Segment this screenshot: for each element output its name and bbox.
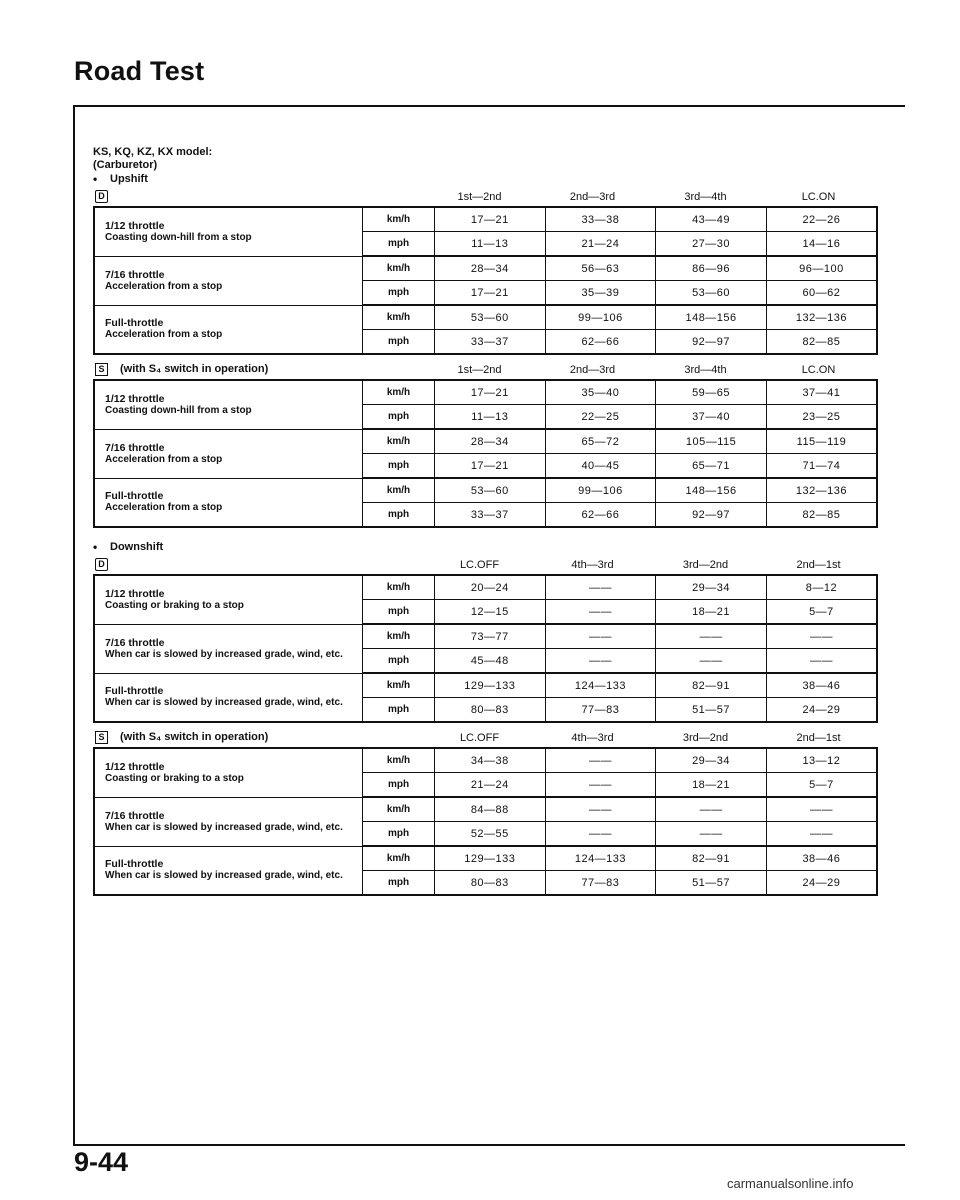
condition-desc: Acceleration from a stop	[105, 453, 223, 465]
value-cell: ——	[545, 773, 656, 798]
column-headers	[423, 727, 875, 747]
value-cell: ——	[545, 575, 656, 600]
condition-name: 1/12 throttle	[105, 587, 165, 600]
speed-table	[93, 747, 878, 896]
unit-cell: km/h	[363, 673, 435, 698]
table-row	[94, 846, 877, 871]
condition-cell	[94, 380, 363, 429]
table-row	[94, 797, 877, 822]
column-header: 2nd—1st	[796, 559, 841, 571]
condition-desc: Coasting down-hill from a stop	[105, 231, 252, 243]
value-cell: 14—16	[766, 232, 877, 257]
value-cell: 132—136	[766, 305, 877, 330]
mode-d-icon: D	[95, 558, 108, 571]
mode-s-icon: S	[95, 363, 108, 376]
condition-desc: Acceleration from a stop	[105, 329, 223, 341]
value-cell: 129—133	[435, 846, 546, 871]
speed-table	[93, 379, 878, 528]
value-cell: 12—15	[435, 600, 546, 625]
value-cell: ——	[656, 624, 767, 649]
unit-cell: km/h	[363, 624, 435, 649]
section-upshift-d	[93, 186, 880, 355]
unit-cell: mph	[363, 773, 435, 798]
column-header: 1st—2nd	[457, 364, 502, 376]
value-cell: 84—88	[435, 797, 546, 822]
condition-desc: When car is slowed by increased grade, wind, etc.	[105, 870, 343, 882]
table-row	[94, 478, 877, 503]
value-cell: 33—37	[435, 330, 546, 355]
column-header-row	[93, 359, 880, 379]
value-cell: 99—106	[545, 305, 656, 330]
spec-content	[93, 146, 880, 900]
value-cell: 28—34	[435, 429, 546, 454]
value-cell: 80—83	[435, 698, 546, 723]
value-cell: 115—119	[766, 429, 877, 454]
column-header-row	[93, 186, 880, 206]
value-cell: 51—57	[656, 871, 767, 896]
value-cell: 53—60	[435, 305, 546, 330]
condition-name: 7/16 throttle	[105, 636, 165, 649]
value-cell: 17—21	[435, 380, 546, 405]
value-cell: 17—21	[435, 207, 546, 232]
condition-name: 1/12 throttle	[105, 219, 165, 232]
unit-cell: km/h	[363, 305, 435, 330]
watermark: carmanualsonline.info	[727, 1176, 854, 1191]
value-cell: 11—13	[435, 232, 546, 257]
value-cell: 18—21	[656, 773, 767, 798]
value-cell: ——	[656, 822, 767, 847]
section-downshift-s	[93, 727, 880, 896]
unit-cell: km/h	[363, 429, 435, 454]
column-header: 2nd—3rd	[569, 191, 616, 203]
mode-d-icon: D	[95, 190, 108, 203]
value-cell: ——	[545, 748, 656, 773]
mode-label	[93, 363, 268, 376]
column-headers	[423, 359, 875, 379]
value-cell: 37—41	[766, 380, 877, 405]
value-cell: ——	[656, 797, 767, 822]
column-header: LC.OFF	[459, 559, 500, 571]
mode-label	[93, 558, 120, 571]
value-cell: 53—60	[435, 478, 546, 503]
value-cell: 124—133	[545, 846, 656, 871]
unit-cell: mph	[363, 649, 435, 674]
table-row	[94, 673, 877, 698]
column-header: 1st—2nd	[457, 191, 502, 203]
value-cell: 21—24	[435, 773, 546, 798]
value-cell: 38—46	[766, 846, 877, 871]
condition-cell	[94, 429, 363, 478]
value-cell: 148—156	[656, 478, 767, 503]
value-cell: 77—83	[545, 871, 656, 896]
condition-cell	[94, 256, 363, 305]
column-header: 3rd—2nd	[682, 559, 729, 571]
value-cell: 38—46	[766, 673, 877, 698]
value-cell: 82—91	[656, 673, 767, 698]
table-row	[94, 256, 877, 281]
value-cell: ——	[766, 822, 877, 847]
table-row	[94, 429, 877, 454]
value-cell: 35—40	[545, 380, 656, 405]
column-headers	[423, 554, 875, 574]
value-cell: 21—24	[545, 232, 656, 257]
value-cell: 5—7	[766, 773, 877, 798]
value-cell: 24—29	[766, 871, 877, 896]
value-cell: 33—37	[435, 503, 546, 528]
downshift-label: Downshift	[110, 541, 164, 553]
condition-cell	[94, 673, 363, 722]
column-header-row	[93, 554, 880, 574]
unit-cell: mph	[363, 503, 435, 528]
condition-cell	[94, 305, 363, 354]
condition-name: 1/12 throttle	[105, 392, 165, 405]
column-header: 3rd—4th	[684, 364, 727, 376]
value-cell: 65—72	[545, 429, 656, 454]
condition-cell	[94, 478, 363, 527]
value-cell: 53—60	[656, 281, 767, 306]
condition-desc: Coasting down-hill from a stop	[105, 404, 252, 416]
column-header: 3rd—4th	[684, 191, 727, 203]
page-number: 9-44	[74, 1147, 129, 1177]
mode-label	[93, 731, 268, 744]
value-cell: 56—63	[545, 256, 656, 281]
table-row	[94, 748, 877, 773]
condition-cell	[94, 748, 363, 797]
unit-cell: mph	[363, 871, 435, 896]
column-header: 3rd—2nd	[682, 732, 729, 744]
value-cell: ——	[766, 797, 877, 822]
mode-s-icon: S	[95, 731, 108, 744]
value-cell: 24—29	[766, 698, 877, 723]
unit-cell: km/h	[363, 207, 435, 232]
column-header: LC.ON	[801, 364, 836, 376]
section-downshift-d	[93, 554, 880, 723]
value-cell: 99—106	[545, 478, 656, 503]
condition-name: Full-throttle	[105, 685, 164, 698]
value-cell: ——	[545, 600, 656, 625]
bullet-icon: •	[93, 172, 98, 186]
value-cell: 60—62	[766, 281, 877, 306]
table-row	[94, 207, 877, 232]
mode-label	[93, 190, 120, 203]
condition-name: 1/12 throttle	[105, 760, 165, 773]
value-cell: 22—25	[545, 405, 656, 430]
column-header: 2nd—1st	[796, 732, 841, 744]
value-cell: 73—77	[435, 624, 546, 649]
value-cell: 35—39	[545, 281, 656, 306]
value-cell: ——	[545, 797, 656, 822]
condition-desc: When car is slowed by increased grade, wind, etc.	[105, 697, 343, 709]
unit-cell: km/h	[363, 846, 435, 871]
value-cell: 65—71	[656, 454, 767, 479]
table-row	[94, 575, 877, 600]
value-cell: ——	[545, 624, 656, 649]
column-header: 4th—3rd	[571, 559, 614, 571]
unit-cell: mph	[363, 405, 435, 430]
condition-desc: When car is slowed by increased grade, wind, etc.	[105, 648, 343, 660]
condition-name: 7/16 throttle	[105, 809, 165, 822]
condition-cell	[94, 797, 363, 846]
value-cell: 22—26	[766, 207, 877, 232]
value-cell: 52—55	[435, 822, 546, 847]
value-cell: 23—25	[766, 405, 877, 430]
upshift-label: Upshift	[110, 173, 148, 185]
speed-table	[93, 206, 878, 355]
unit-cell: mph	[363, 281, 435, 306]
value-cell: 11—13	[435, 405, 546, 430]
condition-name: 7/16 throttle	[105, 268, 165, 281]
value-cell: 34—38	[435, 748, 546, 773]
condition-name: Full-throttle	[105, 317, 164, 330]
value-cell: 82—91	[656, 846, 767, 871]
value-cell: 62—66	[545, 503, 656, 528]
value-cell: 148—156	[656, 305, 767, 330]
table-row	[94, 305, 877, 330]
unit-cell: mph	[363, 600, 435, 625]
column-header: 4th—3rd	[571, 732, 614, 744]
value-cell: 43—49	[656, 207, 767, 232]
value-cell: 5—7	[766, 600, 877, 625]
condition-name: Full-throttle	[105, 858, 164, 871]
value-cell: 18—21	[656, 600, 767, 625]
unit-cell: mph	[363, 330, 435, 355]
condition-desc: Acceleration from a stop	[105, 502, 223, 514]
value-cell: 20—24	[435, 575, 546, 600]
value-cell: 96—100	[766, 256, 877, 281]
value-cell: 82—85	[766, 330, 877, 355]
value-cell: 17—21	[435, 281, 546, 306]
value-cell: ——	[545, 822, 656, 847]
value-cell: 129—133	[435, 673, 546, 698]
engine-line: (Carburetor)	[93, 159, 158, 171]
column-header: 2nd—3rd	[569, 364, 616, 376]
value-cell: 45—48	[435, 649, 546, 674]
value-cell: 124—133	[545, 673, 656, 698]
value-cell: 92—97	[656, 503, 767, 528]
value-cell: 28—34	[435, 256, 546, 281]
page-title: Road Test	[74, 56, 205, 86]
value-cell: 86—96	[656, 256, 767, 281]
unit-cell: km/h	[363, 748, 435, 773]
condition-cell	[94, 624, 363, 673]
section-upshift-s	[93, 359, 880, 528]
condition-name: Full-throttle	[105, 490, 164, 503]
value-cell: 13—12	[766, 748, 877, 773]
condition-cell	[94, 846, 363, 895]
unit-cell: km/h	[363, 478, 435, 503]
column-headers	[423, 186, 875, 206]
downshift-heading	[93, 540, 880, 554]
value-cell: ——	[766, 649, 877, 674]
value-cell: 80—83	[435, 871, 546, 896]
condition-desc: Coasting or braking to a stop	[105, 599, 244, 611]
value-cell: 40—45	[545, 454, 656, 479]
value-cell: 29—34	[656, 575, 767, 600]
value-cell: 71—74	[766, 454, 877, 479]
table-row	[94, 624, 877, 649]
unit-cell: km/h	[363, 380, 435, 405]
unit-cell: mph	[363, 822, 435, 847]
condition-desc: When car is slowed by increased grade, wind, etc.	[105, 821, 343, 833]
condition-desc: Acceleration from a stop	[105, 280, 223, 292]
condition-desc: Coasting or braking to a stop	[105, 772, 244, 784]
unit-cell: mph	[363, 232, 435, 257]
value-cell: 8—12	[766, 575, 877, 600]
value-cell: 59—65	[656, 380, 767, 405]
unit-cell: km/h	[363, 797, 435, 822]
unit-cell: mph	[363, 454, 435, 479]
value-cell: ——	[656, 649, 767, 674]
condition-cell	[94, 207, 363, 256]
s-mode-label: (with S₄ switch in operation)	[120, 363, 269, 375]
value-cell: 37—40	[656, 405, 767, 430]
value-cell: 77—83	[545, 698, 656, 723]
value-cell: 105—115	[656, 429, 767, 454]
model-line: KS, KQ, KZ, KX model:	[93, 146, 213, 158]
column-header: LC.ON	[801, 191, 836, 203]
column-header: LC.OFF	[459, 732, 500, 744]
s-mode-label: (with S₄ switch in operation)	[120, 731, 269, 743]
speed-table	[93, 574, 878, 723]
value-cell: ——	[545, 649, 656, 674]
unit-cell: mph	[363, 698, 435, 723]
value-cell: 82—85	[766, 503, 877, 528]
bullet-icon: •	[93, 540, 98, 554]
condition-cell	[94, 575, 363, 624]
value-cell: 27—30	[656, 232, 767, 257]
value-cell: 33—38	[545, 207, 656, 232]
value-cell: ——	[766, 624, 877, 649]
condition-name: 7/16 throttle	[105, 441, 165, 454]
value-cell: 132—136	[766, 478, 877, 503]
value-cell: 29—34	[656, 748, 767, 773]
value-cell: 62—66	[545, 330, 656, 355]
upshift-heading	[93, 172, 880, 186]
unit-cell: km/h	[363, 575, 435, 600]
unit-cell: km/h	[363, 256, 435, 281]
column-header-row	[93, 727, 880, 747]
value-cell: 17—21	[435, 454, 546, 479]
value-cell: 92—97	[656, 330, 767, 355]
value-cell: 51—57	[656, 698, 767, 723]
table-row	[94, 380, 877, 405]
